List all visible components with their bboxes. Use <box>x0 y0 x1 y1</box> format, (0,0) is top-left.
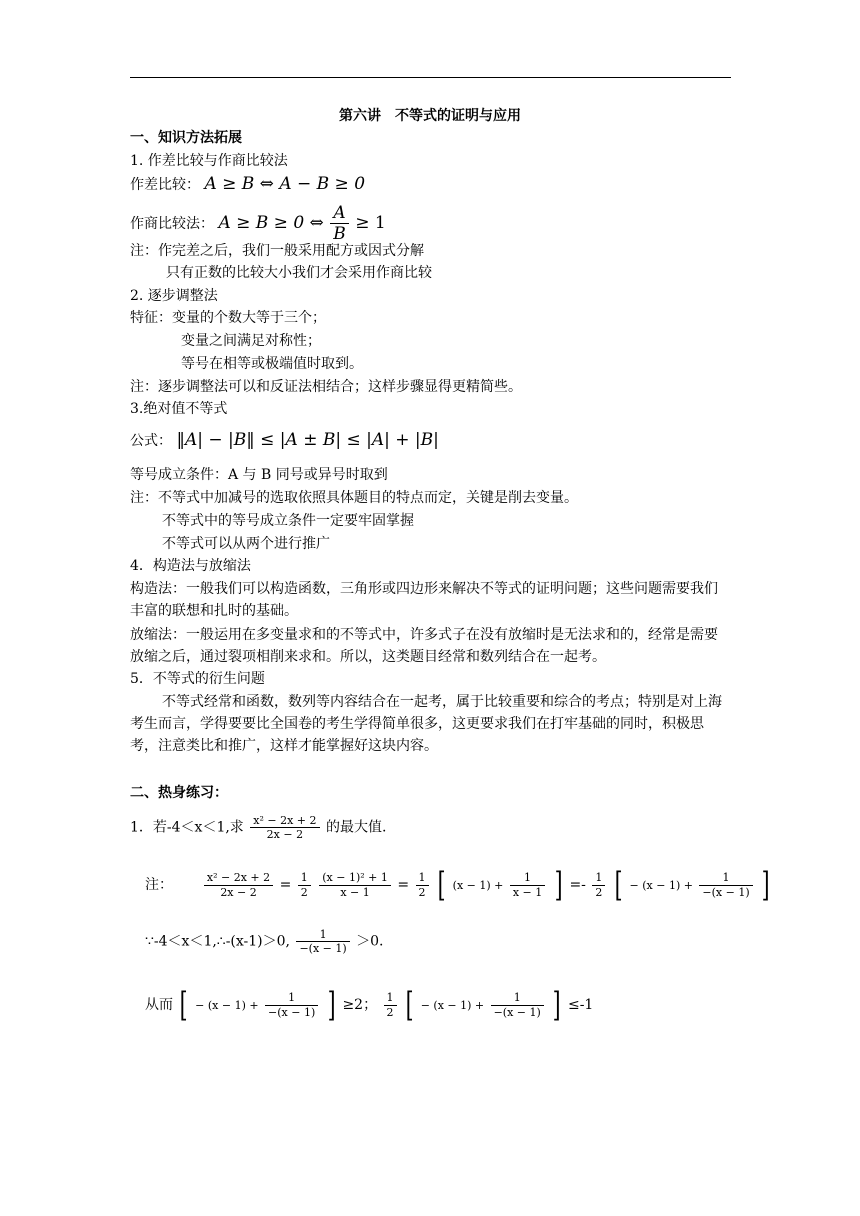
note-1a: 注：作完差之后，我们一般采用配方或因式分解 <box>130 243 424 259</box>
solution-eq-1: = <box>279 877 292 893</box>
solution-label: 注： <box>145 877 173 893</box>
inner-frac-2-num: 1 <box>699 871 752 885</box>
inner-frac-1-den: x − 1 <box>512 885 543 899</box>
problem-1-text-a: 1．若-4＜x＜1,求 <box>130 819 244 836</box>
quot-den: B <box>333 224 346 245</box>
quot-label: 作商比较法： <box>130 215 214 232</box>
thus-inner-a: − (x − 1) + <box>195 999 259 1012</box>
problem-1-fraction <box>250 814 319 841</box>
thus-frac-1-den: −(x − 1) <box>268 1005 316 1019</box>
thus-inner-b: − (x − 1) + <box>420 999 485 1012</box>
left-bracket: [ <box>180 985 189 1025</box>
thus-le: ≤-1 <box>567 997 594 1013</box>
left-bracket: [ <box>437 865 446 905</box>
s3-condition: 等号成立条件：A 与 B 同号或异号时取到 <box>130 467 388 483</box>
subsection-3-title: 3.绝对值不等式 <box>130 401 228 417</box>
s4-scale: 放缩法：一般运用在多变量求和的不等式中，许多式子在没有放缩时是无法求和的，经常是需要放缩之后，通过裂项相削来求和。所以，这类题目经常和数列结合在一起考。 <box>130 627 718 665</box>
thus-line <box>145 985 594 1025</box>
s2-note: 注：逐步调整法可以和反证法相结合；这样步骤显得更精简些。 <box>130 379 522 395</box>
header-rule <box>130 77 731 78</box>
thus-frac-1-num: 1 <box>265 991 318 1005</box>
note-1b: 只有正数的比较大小我们才会采用作商比较 <box>166 265 432 281</box>
subsection-2-title: 2. 逐步调整法 <box>130 288 218 304</box>
solution-frac-2-den: x − 1 <box>340 885 370 899</box>
quot-fraction <box>330 203 349 245</box>
right-bracket: ] <box>761 865 770 905</box>
because-text-b: ＞0. <box>356 933 384 950</box>
quot-formula-left: A ≥ B ≥ 0 ⇔ <box>218 212 324 233</box>
half-frac-1-den: 2 <box>300 885 308 899</box>
abs-formula: ‖A| − |B‖ ≤ |A ± B| ≤ |A| + |B| <box>176 430 439 450</box>
problem-1-num: x² − 2x + 2 <box>250 814 319 828</box>
problem-1-text-b: 的最大值. <box>325 819 387 836</box>
solution-frac-1 <box>204 871 273 898</box>
because-frac-den: −(x − 1) <box>299 942 347 956</box>
half-frac-3 <box>592 871 605 898</box>
solution-frac-2 <box>319 871 391 898</box>
right-bracket: ] <box>552 985 561 1025</box>
right-bracket: ] <box>554 865 563 905</box>
right-bracket: ] <box>327 985 336 1025</box>
half-frac-4-den: 2 <box>386 1005 394 1019</box>
quot-formula-right: ≥ 1 <box>355 212 386 233</box>
bracket-inner-a: (x − 1) + <box>452 879 504 892</box>
thus-ge: ≥2； <box>342 997 378 1013</box>
thus-frac-2-den: −(x − 1) <box>493 1005 541 1019</box>
subsection-4-title: 4．构造法与放缩法 <box>130 558 251 574</box>
left-bracket: [ <box>614 865 623 905</box>
quot-compare-line <box>130 203 386 245</box>
half-frac-2-num: 1 <box>416 871 429 885</box>
half-frac-1 <box>298 871 311 898</box>
inner-frac-2 <box>699 871 752 898</box>
diff-formula: A ≥ B ⇔ A − B ≥ 0 <box>204 174 366 194</box>
s5-body: 不等式经常和函数，数列等内容结合在一起考，属于比较重要和综合的考点；特别是对上海考生而言，学得要要比全国卷的考生学得简单很多，这更要求我们在打牢基础的同时，积极思考，注意类比和推广，这样才能掌握好这块内容。 <box>130 694 722 754</box>
solution-frac-1-num: x² − 2x + 2 <box>204 871 273 885</box>
inner-frac-1 <box>510 871 545 898</box>
solution-frac-1-den: 2x − 2 <box>220 885 257 899</box>
solution-neg-eq: =- <box>569 877 586 893</box>
half-frac-4-num: 1 <box>384 991 397 1005</box>
because-line <box>145 928 384 955</box>
page-title: 第六讲 不等式的证明与应用 <box>339 108 521 124</box>
thus-frac-1 <box>265 991 318 1018</box>
problem-1-den: 2x − 2 <box>266 828 304 842</box>
thus-frac-2 <box>491 991 544 1018</box>
half-frac-1-num: 1 <box>298 871 311 885</box>
because-frac <box>296 928 349 955</box>
s2-feature-b: 变量之间满足对称性； <box>181 333 321 349</box>
section-heading-1: 一、知识方法拓展 <box>130 130 242 146</box>
half-frac-2 <box>416 871 429 898</box>
s4-construct: 构造法：一般我们可以构造函数，三角形或四边形来解决不等式的证明问题；这些问题需要我们丰富的联想和扎时的基础。 <box>130 581 718 619</box>
because-text-a: ∵-4＜x＜1,∴-(x-1)＞0, <box>145 933 291 950</box>
solution-eq-2: = <box>397 877 410 893</box>
diff-label: 作差比较： <box>130 177 200 193</box>
thus-label: 从而 <box>145 997 173 1013</box>
s3-note-a: 注：不等式中加减号的选取依照具体题目的特点而定，关键是削去变量。 <box>130 490 578 506</box>
left-bracket: [ <box>405 985 414 1025</box>
s3-note-b: 不等式中的等号成立条件一定要牢固掌握 <box>162 513 414 529</box>
abs-formula-label: 公式： <box>130 433 172 449</box>
quot-num: A <box>330 203 349 224</box>
half-frac-2-den: 2 <box>418 885 426 899</box>
subsection-1-title: 1. 作差比较与作商比较法 <box>130 153 288 169</box>
inner-frac-1-num: 1 <box>510 871 545 885</box>
s2-feature-a: 特征：变量的个数大等于三个； <box>130 310 326 326</box>
subsection-5-title: 5．不等式的衍生问题 <box>130 671 265 687</box>
s2-feature-c: 等号在相等或极端值时取到。 <box>181 356 363 372</box>
s3-note-c: 不等式可以从两个进行推广 <box>162 536 330 552</box>
half-frac-4 <box>384 991 397 1018</box>
inner-frac-2-den: −(x − 1) <box>702 885 750 899</box>
bracket-inner-b: − (x − 1) + <box>629 879 693 892</box>
diff-compare-line <box>130 174 365 195</box>
problem-1 <box>130 814 386 841</box>
thus-frac-2-num: 1 <box>491 991 544 1005</box>
because-frac-num: 1 <box>296 928 349 942</box>
half-frac-3-den: 2 <box>595 885 603 899</box>
section-heading-2: 二、热身练习： <box>130 785 228 801</box>
half-frac-3-num: 1 <box>592 871 605 885</box>
abs-formula-line <box>130 430 439 451</box>
solution-line-1 <box>145 865 772 905</box>
solution-frac-2-num: (x − 1)² + 1 <box>319 871 391 885</box>
